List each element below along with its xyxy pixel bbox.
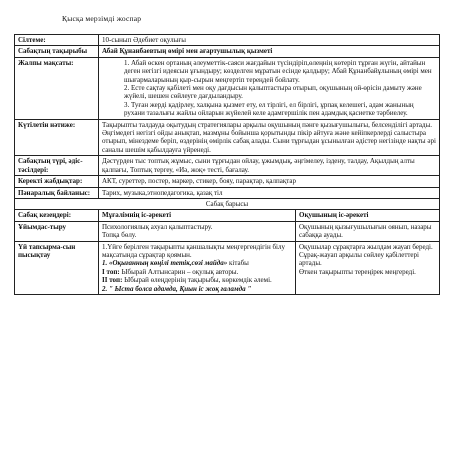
type-value: Дәстүрден тыс топтық жұмыс, сыни тұрғыдан ойлау, ұжымдық, әңгімелеу, іздену, талдау, Ақылдың алты қалпағы, Топтық тергеу, «Иә, жоқ» тесті, бағалау. [99, 156, 440, 176]
group-label: I топ: [102, 267, 120, 276]
links-label: Пәнаралық байланыс: [15, 187, 99, 198]
student-line: Сұрақ-жауап арқылы сөйлеу қабілеттері артады. [299, 250, 419, 268]
lesson-header-row [15, 210, 440, 221]
topic-value: Абай Құнанбаевтың өмірі мен ағартушылық қызметі [99, 46, 440, 57]
topic-row [15, 46, 440, 57]
col-student-header: Оқушының іс-әрекеті [296, 210, 440, 221]
stage-cell: Үй тапсырма-сын пысықтау [15, 241, 99, 294]
teacher-line [102, 259, 292, 267]
aim-item: 1. Абай өскен ортаның әлеуметтік-саяси жағдайын түсіндіріп,өлеңнің көтеріп тұрған жүгін, айтайын деген негізгі идеясын ұғындыру; көзделген мұратын есінде қалдыру; Абай Құнанбайұлының өмірі мен шығармаларының қыр-сырын меңгертіп тереңдей бойлату. [124, 58, 432, 84]
teacher-line: 1.Үйге берілген тақырыпты қаншалықты меңгергендігін білу мақсатында сұрақтар қоямын. [102, 242, 285, 259]
teacher-cell [99, 221, 296, 241]
materials-row [15, 176, 440, 187]
links-row [15, 187, 440, 198]
teacher-line [102, 276, 292, 284]
stage-cell: Ұйымдас-тыру [15, 221, 99, 241]
group-label: II топ: [102, 276, 123, 285]
subject-row [15, 35, 440, 46]
student-cell: Оқушының қызығушылығын оянып, назары сабаққа ауады. [296, 221, 440, 241]
materials-label: Керекті жабдықтар: [15, 176, 99, 187]
lesson-heading-row [15, 198, 440, 209]
aim-item: 2. Есте сақтау қабілеті мен оқу дағдысын қалыптастыра отырып, оқушының ой-өрісін дамыту және жүйелі, шешен сөйлеуге дағдыландыру. [124, 84, 422, 101]
book-title: 1. «Оқығанның көңілі тетік,сөзі майда» [102, 259, 228, 268]
materials-value: АКТ, суреттер, постер, маркер, стикер, бояу, парақтар, қалпақтар [99, 176, 440, 187]
links-value: Тарих, музыка,этнопедагогика, қазақ тіл [99, 187, 440, 198]
outcome-row [15, 119, 440, 156]
lesson-row-homework [15, 241, 440, 294]
aims-label: Жалпы мақсаты: [15, 57, 99, 119]
type-row [15, 156, 440, 176]
student-cell [296, 241, 440, 294]
student-line: Оқушылар сұрақтарға жылдам жауап береді. [299, 242, 433, 251]
outcome-value: Тақырыпты талдауда оқытудың стратегиялары арқылы оқушының пәнге қызығушылығы, белсенділігі артады. Әңгімедегі негізгі ойды анықтап, мазмұны бойынша қорытынды пікір айтуға және кейіпкерлерді салыстыра отырып, мінездеме беріп, өздерінің өмірлік сабақ алады. Сыни тұрғыдан ұсынылған әдістер негізінде нақты әрі саналы шешім қабылдауға үйренеді. [99, 119, 440, 156]
lesson-plan-table [14, 34, 440, 295]
teacher-line: Психологиялық ахуал қалыптастыру. [102, 222, 213, 231]
subject-value: 10-сынып Әдебиет оқулығы [99, 35, 440, 46]
subject-label: Сілтеме: [15, 35, 99, 46]
outcome-label: Күтілетін нәтиже: [15, 119, 99, 156]
topic-label: Сабақтың тақырыбы [15, 46, 99, 57]
aims-value [99, 57, 440, 119]
col-stage-header: Сабақ кезеңдері: [15, 210, 99, 221]
aim-item: 3. Туған жерді қадірлеу, халқына қызмет ету, ел тірлігі, ел бірлігі, ұрпақ келешегі, адам жанының рухани тазалығы жайлы ойларын жүйелей келе адамгершілік пен адамдық қасиетке тәрбиелеу. [124, 100, 414, 118]
lesson-row-organization [15, 221, 440, 241]
student-line: Өткен тақырыпты тереңірек меңгереді. [299, 267, 416, 276]
col-teacher-header: Мұғалімнің іс-әрекеті [99, 210, 296, 221]
lesson-heading: Сабақ барысы [15, 198, 440, 209]
book-suffix: кітабы [227, 259, 249, 268]
document-title: Қысқа мерзімді жоспар [62, 14, 142, 23]
teacher-line: Топқа бөлу. [102, 231, 137, 240]
aims-row [15, 57, 440, 119]
teacher-cell [99, 241, 296, 294]
teacher-line [102, 268, 292, 276]
teacher-line: 2. " Ыстa болса адамда, Қиын іс жоқ ғаламда " [102, 284, 252, 293]
type-label: Сабақтың түрі, әдіс-тәсілдері: [15, 156, 99, 176]
group-task: Ыбырай өлеңдерінің тақырыбы, көркемдік әлемі. [122, 276, 272, 285]
group-task: Ыбырай Алтынсарин – оқулық авторы. [119, 267, 239, 276]
